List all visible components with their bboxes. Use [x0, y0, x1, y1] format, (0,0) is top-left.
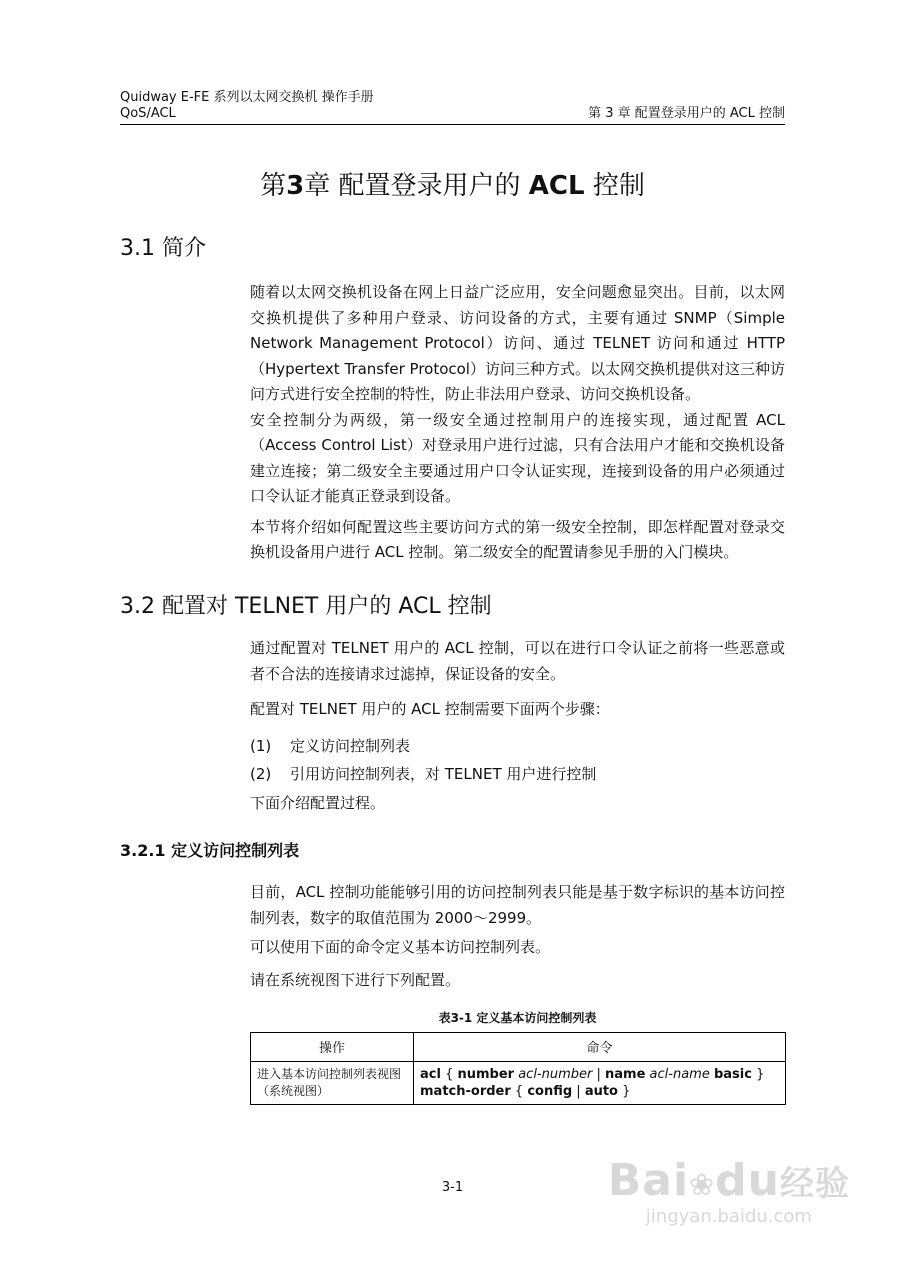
baidu-watermark: Bai❀du经验 jingyan.baidu.com — [607, 1155, 850, 1227]
header-rule — [120, 124, 785, 125]
step-item: (2) 引用访问控制列表，对 TELNET 用户进行控制 — [250, 765, 597, 783]
acl-command-table — [250, 1032, 786, 1105]
header-chapter: 第 3 章 配置登录用户的 ACL 控制 — [588, 106, 785, 121]
table-cell-operation: 进入基本访问控制列表视图（系统视图） — [251, 1062, 414, 1105]
table-header-command: 命令 — [414, 1033, 786, 1062]
header-product: Quidway E-FE 系列以太网交换机 操作手册 — [120, 90, 374, 105]
section-title-intro: 3.1 简介 — [120, 236, 206, 261]
table-cell-command: acl { number acl-number | name acl-name basic } match-order { config | auto } — [414, 1062, 786, 1105]
table-header-row — [251, 1033, 786, 1062]
intro-paragraphs — [250, 280, 785, 566]
intro-paragraph-3: 本节将介绍如何配置这些主要访问方式的第一级安全控制，即怎样配置对登录交换机设备用户进行 ACL 控制。第二级安全的配置请参见手册的入门模块。 — [250, 517, 785, 561]
telnet-paragraph-2: 配置对 TELNET 用户的 ACL 控制需要下面两个步骤： — [250, 700, 610, 718]
intro-paragraph-2: 安全控制分为两级，第一级安全通过控制用户的连接实现，通过配置 ACL（Access Control List）对登录用户进行过滤，只有合法用户才能和交换机设备建立连接；第二级安全主要通过用户口令认证实现，连接到设备的用户必须通过口令认证才能真正登录到设备。 — [250, 410, 785, 505]
telnet-paragraph-3: 下面介绍配置过程。 — [250, 794, 386, 812]
telnet-paragraph-1: 通过配置对 TELNET 用户的 ACL 控制，可以在进行口令认证之前将一些恶意或者不合法的连接请求过滤掉，保证设备的安全。 — [250, 639, 785, 683]
acl-paragraph-3: 请在系统视图下进行下列配置。 — [250, 971, 461, 989]
intro-paragraph-1: 随着以太网交换机设备在网上日益广泛应用，安全问题愈显突出。目前，以太网交换机提供了多种用户登录、访问设备的方式，主要有通过 SNMP（Simple Network Management Protocol）访问、通过 TELNET 访问和通过 HTTP（Hypertext Transfer Protocol）访问三种方式。以太网交换机提供对这三种访问方式进行安全控制的特性，防止非法用户登录、访问交换机设备。 — [250, 283, 785, 403]
subsection-title: 3.2.1 定义访问控制列表 — [120, 841, 300, 860]
table-row — [251, 1062, 786, 1105]
paw-icon: ❀ — [689, 1168, 716, 1203]
table-header-operation: 操作 — [251, 1033, 414, 1062]
step-item: (1) 定义访问控制列表 — [250, 737, 411, 755]
chapter-title: 第3章 配置登录用户的 ACL 控制 — [260, 171, 645, 201]
acl-paragraph-1: 目前，ACL 控制功能能够引用的访问控制列表只能是基于数字标识的基本访问控制列表，数字的取值范围为 2000～2999。 — [250, 883, 785, 927]
acl-paragraph-2: 可以使用下面的命令定义基本访问控制列表。 — [250, 938, 551, 956]
header-module: QoS/ACL — [120, 106, 176, 121]
table-caption: 表3-1 定义基本访问控制列表 — [438, 1011, 597, 1025]
section-title-telnet: 3.2 配置对 TELNET 用户的 ACL 控制 — [120, 594, 492, 619]
page-number: 3-1 — [441, 1180, 464, 1195]
